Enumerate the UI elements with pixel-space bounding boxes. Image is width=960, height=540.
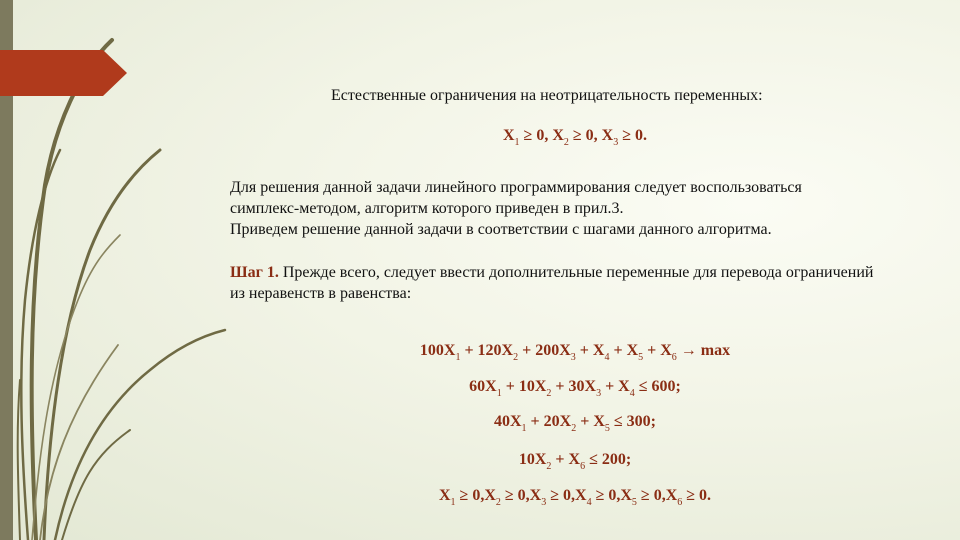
heading-text: Естественные ограничения на неотрицательность переменных: xyxy=(331,87,763,104)
math-text: + 120X xyxy=(460,342,514,359)
subscript: 5 xyxy=(604,423,610,435)
subscript: 2 xyxy=(571,423,577,435)
math-text: 10X xyxy=(518,451,547,468)
math-text: + X xyxy=(575,342,605,359)
math-text: + X xyxy=(551,451,581,468)
math-text: ≥ 0. xyxy=(682,487,712,504)
math-text: 60X xyxy=(469,378,497,395)
math-text: ≥ 0, X xyxy=(568,127,614,144)
math-text: ≤ 300; xyxy=(609,413,656,430)
math-text: ≥ 0,X xyxy=(636,487,678,504)
intro-paragraph xyxy=(230,177,890,240)
math-text: + 10X xyxy=(501,378,547,395)
nonnegativity-condition xyxy=(0,127,960,147)
math-text: 100X xyxy=(419,342,456,359)
subscript: 5 xyxy=(631,497,637,509)
math-text: + 30X xyxy=(551,378,597,395)
subscript: 4 xyxy=(604,352,610,364)
subscript: 3 xyxy=(596,388,602,400)
math-text: + X xyxy=(643,342,672,359)
subscript: 5 xyxy=(638,352,644,364)
equation-objective xyxy=(0,342,960,362)
math-text: ≥ 0,X xyxy=(591,487,632,504)
step-paragraph xyxy=(230,262,890,304)
subscript: 1 xyxy=(450,497,456,509)
subscript: 3 xyxy=(570,352,576,364)
math-text: X xyxy=(438,487,451,504)
math-text: → max xyxy=(676,342,731,359)
subscript: 1 xyxy=(514,137,520,149)
math-text: X xyxy=(502,127,515,144)
subscript: 2 xyxy=(513,352,519,364)
subscript: 4 xyxy=(629,388,635,400)
math-text: ≥ 0, X xyxy=(519,127,564,144)
subscript: 6 xyxy=(671,352,677,364)
math-text: + X xyxy=(601,378,630,395)
math-text: ≥ 0. xyxy=(618,127,648,144)
subscript: 1 xyxy=(521,423,527,435)
subscript: 2 xyxy=(495,497,501,509)
subscript: 4 xyxy=(586,497,592,509)
subscript: 2 xyxy=(563,137,569,149)
paragraph-line: Для решения данной задачи линейного программирования следует воспользоваться xyxy=(230,179,802,196)
math-text: + 20X xyxy=(526,413,572,430)
step-text: Прежде всего, следует ввести дополнительные переменные для перевода ограничений из неравенств в равенства: xyxy=(230,264,874,302)
equation-constraint-1 xyxy=(0,378,960,398)
subscript: 6 xyxy=(580,461,586,473)
math-text: ≥ 0,X xyxy=(455,487,496,504)
math-text: + X xyxy=(609,342,639,359)
math-text: 40X xyxy=(493,413,522,430)
step-label: Шаг 1. xyxy=(230,264,279,281)
subscript: 6 xyxy=(677,497,683,509)
subscript: 1 xyxy=(496,388,502,400)
equation-nonnegativity xyxy=(0,487,960,507)
equation-constraint-3 xyxy=(0,451,960,471)
math-text: ≥ 0,X xyxy=(546,487,587,504)
paragraph-line: симплекс-методом, алгоритм которого приведен в прил.3. xyxy=(230,200,624,217)
math-text: ≥ 0,X xyxy=(500,487,542,504)
math-text: + X xyxy=(576,413,605,430)
subscript: 3 xyxy=(613,137,619,149)
math-text: ≤ 200; xyxy=(585,451,632,468)
paragraph-line: Приведем решение данной задачи в соответствии с шагами данного алгоритма. xyxy=(230,221,772,238)
subscript: 2 xyxy=(546,388,552,400)
subscript: 2 xyxy=(546,461,552,473)
math-text: ≤ 600; xyxy=(634,378,681,395)
subscript: 3 xyxy=(541,497,547,509)
equation-constraint-2 xyxy=(0,413,960,433)
math-text: + 200X xyxy=(518,342,571,359)
subscript: 1 xyxy=(455,352,461,364)
